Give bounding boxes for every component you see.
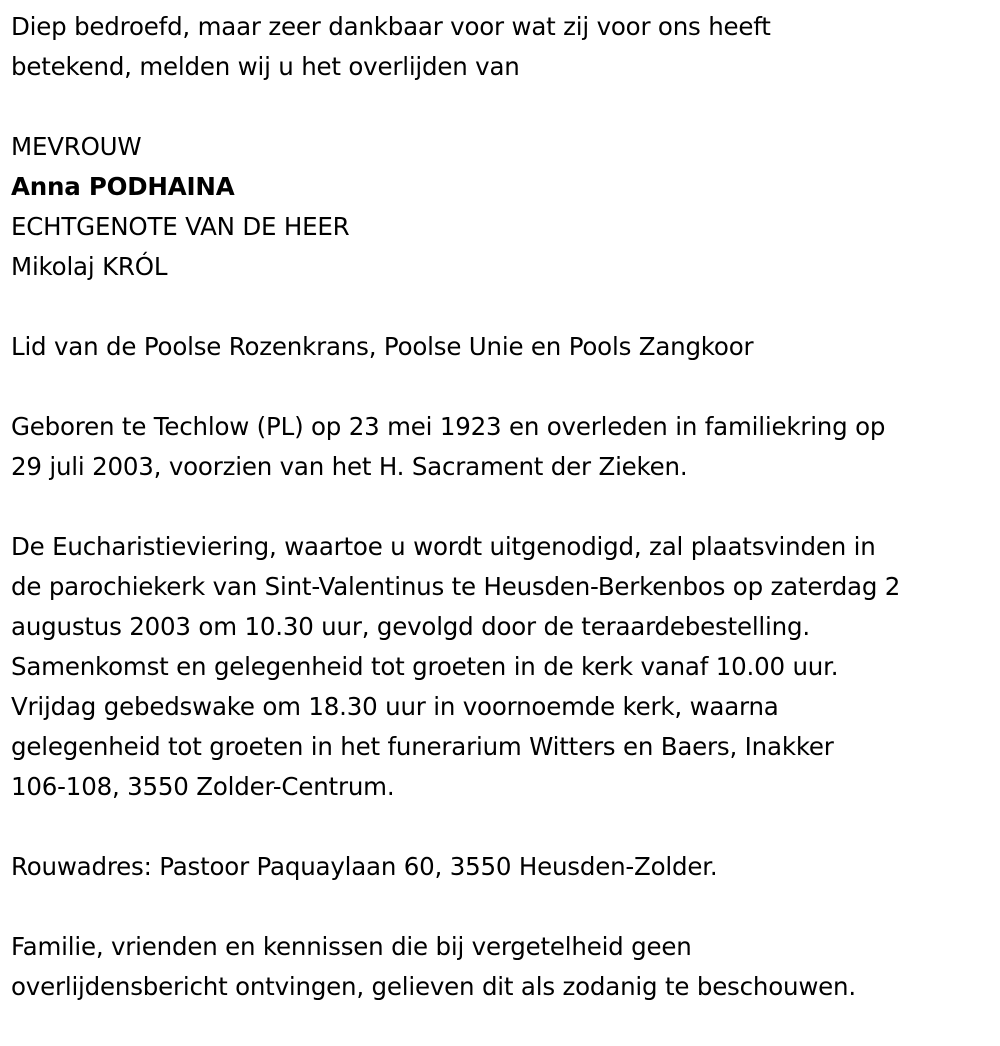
closing-line: overlijdensbericht ontvingen, gelieven dit als zodanig te beschouwen. xyxy=(11,972,856,1001)
ceremony-paragraph xyxy=(11,527,990,807)
birth-death-line: Geboren te Techlow (PL) op 23 mei 1923 en overleden in familiekring op xyxy=(11,412,886,441)
deceased-name: Anna PODHAINA xyxy=(11,172,235,201)
relation-label: ECHTGENOTE VAN DE HEER xyxy=(11,212,350,241)
paragraph-gap xyxy=(11,887,990,927)
address-paragraph xyxy=(11,847,990,887)
paragraph-gap xyxy=(11,807,990,847)
mourning-address: Rouwadres: Pastoor Paquaylaan 60, 3550 Heusden-Zolder. xyxy=(11,852,718,881)
ceremony-line: Vrijdag gebedswake om 18.30 uur in voornoemde kerk, waarna xyxy=(11,692,779,721)
paragraph-gap xyxy=(11,87,990,127)
closing-line: Familie, vrienden en kennissen die bij vergetelheid geen xyxy=(11,932,692,961)
intro-paragraph xyxy=(11,7,990,87)
birth-death-line: 29 juli 2003, voorzien van het H. Sacrament der Zieken. xyxy=(11,452,688,481)
ceremony-line: 106-108, 3550 Zolder-Centrum. xyxy=(11,772,395,801)
honorific-title: MEVROUW xyxy=(11,132,142,161)
birth-death-paragraph xyxy=(11,407,990,487)
ceremony-line: de parochiekerk van Sint-Valentinus te Heusden-Berkenbos op zaterdag 2 xyxy=(11,572,901,601)
paragraph-gap xyxy=(11,487,990,527)
membership-line: Lid van de Poolse Rozenkrans, Poolse Unie en Pools Zangkoor xyxy=(11,332,754,361)
paragraph-gap xyxy=(11,367,990,407)
ceremony-line: De Eucharistieviering, waartoe u wordt uitgenodigd, zal plaatsvinden in xyxy=(11,532,876,561)
spouse-name: Mikolaj KRÓL xyxy=(11,252,168,281)
ceremony-line: gelegenheid tot groeten in het funerarium Witters en Baers, Inakker xyxy=(11,732,834,761)
ceremony-line: augustus 2003 om 10.30 uur, gevolgd door de teraardebestelling. xyxy=(11,612,810,641)
deceased-block xyxy=(11,127,990,287)
membership-paragraph xyxy=(11,327,990,367)
ceremony-line: Samenkomst en gelegenheid tot groeten in de kerk vanaf 10.00 uur. xyxy=(11,652,839,681)
intro-line: betekend, melden wij u het overlijden van xyxy=(11,52,520,81)
intro-line: Diep bedroefd, maar zeer dankbaar voor wat zij voor ons heeft xyxy=(11,12,771,41)
closing-paragraph xyxy=(11,927,990,1007)
paragraph-gap xyxy=(11,287,990,327)
